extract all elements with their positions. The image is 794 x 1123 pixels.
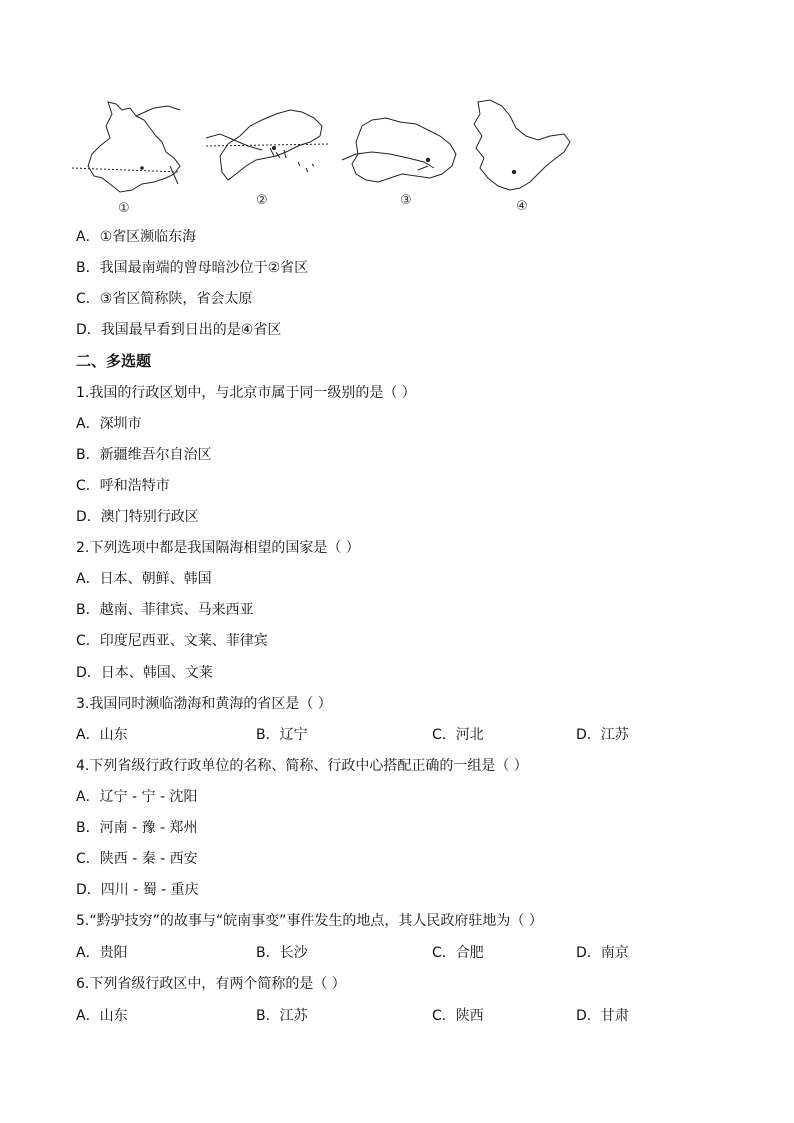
province-maps-figure [70,96,590,218]
question-1-option-b: B．新疆维吾尔自治区 [76,447,212,463]
question-4-stem: 4.下列省级行政行政单位的名称、简称、行政中心搭配正确的一组是（ ） [76,758,528,774]
prev-option-c: C．③省区简称陕，省会太原 [76,291,253,307]
question-2-option-d: D．日本、韩国、文莱 [76,665,213,681]
map-4-outline [474,100,570,190]
question-4-option-a: A．辽宁 - 宁 - 沈阳 [76,789,198,805]
question-1-option-d: D．澳门特别行政区 [76,509,199,525]
question-4-option-c: C．陕西 - 秦 - 西安 [76,851,198,867]
prev-option-a: A．①省区濒临东海 [76,229,197,245]
prev-option-d: D．我国最早看到日出的是④省区 [76,322,282,338]
map-label-1: ① [118,201,130,216]
question-6-option-b: B．江苏 [256,1008,308,1024]
question-2-option-a: A．日本、朝鲜、韩国 [76,571,212,587]
map-label-3: ③ [400,193,412,208]
question-5-option-d: D．南京 [576,945,629,961]
question-5-stem: 5.“黔驴技穷”的故事与“皖南事变”事件发生的地点，其人民政府驻地为（ ） [76,913,543,929]
map-label-2: ② [256,193,268,208]
question-1-option-c: C．呼和浩特市 [76,478,170,494]
province-outlines [70,96,590,218]
question-3-stem: 3.我国同时濒临渤海和黄海的省区是（ ） [76,696,332,712]
prev-option-b: B．我国最南端的曾母暗沙位于②省区 [76,260,309,276]
question-6-option-c: C．陕西 [432,1008,484,1024]
question-6-stem: 6.下列省级行政区中，有两个简称的是（ ） [76,976,346,992]
map-label-4: ④ [516,199,528,214]
question-5-option-b: B．长沙 [256,945,308,961]
question-3-option-c: C．河北 [432,727,484,743]
question-6-option-d: D．甘肃 [576,1008,629,1024]
question-3-option-a: A．山东 [76,727,128,743]
question-6-option-a: A．山东 [76,1008,128,1024]
question-1-option-a: A．深圳市 [76,416,142,432]
question-5-option-a: A．贵阳 [76,945,128,961]
question-3-option-d: D．江苏 [576,727,629,743]
map-3-outline [352,118,456,182]
map-1-outline [88,102,180,192]
question-3-option-b: B．辽宁 [256,727,308,743]
question-4-option-d: D．四川 - 蜀 - 重庆 [76,882,199,898]
question-5-option-c: C．合肥 [432,945,484,961]
question-1-stem: 1.我国的行政区划中，与北京市属于同一级别的是（ ） [76,385,416,401]
section-title: 二、多选题 [76,352,152,370]
question-2-stem: 2.下列选项中都是我国隔海相望的国家是（ ） [76,540,360,556]
question-2-option-c: C．印度尼西亚、文莱、菲律宾 [76,633,268,649]
question-2-option-b: B．越南、菲律宾、马来西亚 [76,602,254,618]
question-4-option-b: B．河南 - 豫 - 郑州 [76,820,198,836]
